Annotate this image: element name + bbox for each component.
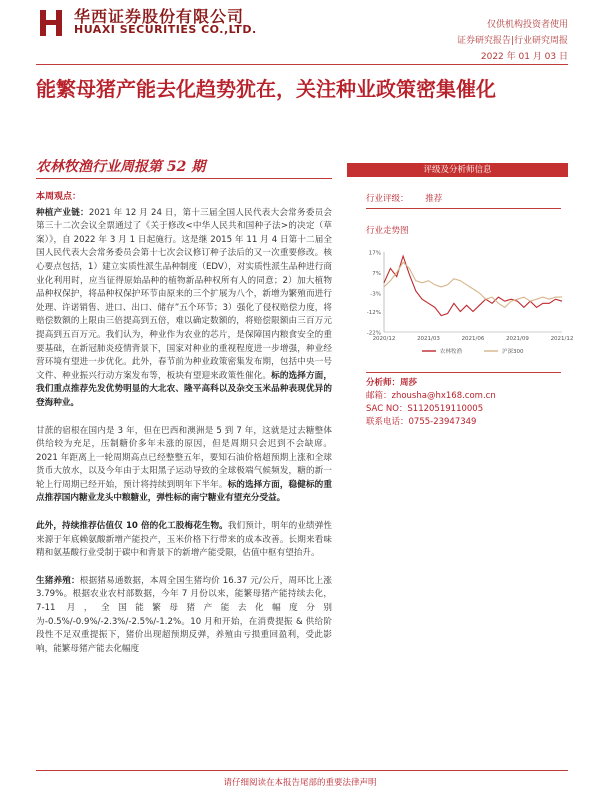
paragraph-sugar (36, 425, 332, 507)
report-category: 证券研究报告|行业研究周报 (456, 36, 568, 46)
company-logo (36, 8, 66, 38)
chart-title: 行业走势图 (366, 226, 409, 236)
chart-divider (366, 372, 561, 373)
analyst-phone: 联系电话：0755-23947349 (366, 417, 477, 427)
paragraph-text: 甘蔗的宿根在国内是 3 年，但在巴西和澳洲是 5 到 7 年，这就是过去糖整体供给较为充足，压制糖价多年未涨的原因，但是周期只会迟到不会缺席。2021 年距离上一轮周期高点已经整整五年，要知石油价格超预期上涨和全球货币大放水，以及今年由于太阳黑子运动导致的全球极端气候频发，糖的新一轮上行周期已经开始，预计将持续到明年下半年。 (36, 425, 332, 490)
y-tick-label: 17% (368, 250, 381, 257)
paragraph-highlight: 标的选择方面，我们重点推荐先发优势明显的大北农、隆平高科以及杂交玉米品种表现优异的登海种业。 (36, 370, 332, 408)
analyst-sac: SAC NO：S1120519110005 (366, 404, 484, 414)
distribution-notice: 仅供机构投资者使用 (486, 20, 568, 30)
report-title: 能繁母猪产能去化趋势犹在，关注种业政策密集催化 (36, 77, 496, 101)
company-name-cn: 华西证券股份有限公司 (74, 7, 245, 26)
rating-row (366, 192, 442, 204)
legend-label: 农林牧渔 (440, 349, 463, 355)
subtitle-divider (36, 178, 332, 179)
x-tick-label: 2021/09 (506, 336, 529, 342)
y-tick-label: -12% (366, 309, 381, 316)
analyst-block (366, 377, 496, 429)
rating-divider (366, 208, 561, 209)
legal-notice: 请仔细阅读在本报告尾部的重要法律声明 (223, 778, 377, 788)
paragraph-lead: 种植产业链： (36, 207, 89, 218)
analyst-email: 邮箱：zhousha@hx168.com.cn (366, 391, 496, 401)
paragraph-text: 根据猪易通数据，本周全国生猪均价 16.37 元/公斤，周环比上涨 3.79%。根据农业农村部数据，今年 7 月份以来，能繁母猪产能持续去化，7-11 月，全国能繁母猪产能去化幅度分别为-0.5%/-0.9%/-2.3%/-2.5%/-1.2%。10 月和开始，在消费提振 & 供给阶段性不足双重提振下，猪价出现超预期反弹，养殖由亏损重回盈利，受此影响，能繁母猪产能去化幅度 (36, 575, 332, 654)
section-heading: 本周观点： (36, 192, 82, 202)
y-tick-label: -22% (366, 330, 381, 337)
industry-trend-chart (362, 246, 574, 362)
report-date: 2022 年 01 月 03 日 (480, 52, 568, 62)
header-divider (36, 64, 568, 65)
paragraph-hog (36, 575, 332, 657)
company-name-en: HUAXI SECURITIES CO.,LTD. (74, 23, 257, 36)
rating-value: 推荐 (425, 194, 443, 204)
y-tick-label: -3% (370, 291, 381, 298)
paragraph-text: 我们预计，明年的业绩弹性来源于年底赖氨酸新增产能投产，玉米价格下行带来的成本改善。长期来看味精和氨基酸行业受制于碳中和背景下的新增产能受限，估值中枢有望抬升。 (36, 521, 332, 559)
report-subtitle: 农林牧渔行业周报第 52 期 (36, 159, 206, 175)
paragraph-chemical (36, 520, 332, 561)
report-body (36, 191, 332, 665)
paragraph-highlight: 此外，持续推荐估值仅 10 倍的化工股梅花生物。 (36, 521, 228, 532)
legend-label: 沪深300 (502, 349, 524, 355)
paragraph-text: 2021 年 12 月 24 日，第十三届全国人民代表大会常务委员会第三十二次会议全票通过了《关于修改<中华人民共和国种子法>的决定（草案）》，自 2022 年 3 月 1 日起施行。这是继 2015 年 11 月 4 日第十二届全国人民代表大会常务委员会第十七次会议修订种子法后的又一次重要修改。核心要点包括，1）建立实质性派生品种制度（EDV），对实质性派生品种进行商业化利用时，应当征得原始品种的植物新品种权所有人的同意；2）加大植物品种权保护，将品种权保护环节由原来的三个扩展为八个，新增为繁殖而进行处理、许诺销售、进口、出口、储存”五个环节；3）强化了侵权赔偿力度，将赔偿数额的上限由三倍提高到五倍，难以确定数额的，将赔偿限额由三百万元提高到五百万元。我们认为，种业作为农业的芯片，是保障国内粮食安全的重要基础，在新冠肺炎疫情背景下，国家对种业的重视程度进一步增强，种业经营环境有望进一步优化。此外，春节前为种业政策密集发布期，包括中央一号文件、种业振兴行动方案发布等，板块有望迎来政策性催化。 (36, 207, 332, 381)
footer-divider (36, 770, 568, 771)
paragraph-highlight: 标的选择方面，稳健标的重点推荐国内糖业龙头中粮糖业，弹性标的南宁糖业有望充分受益。 (36, 479, 332, 504)
rating-label: 行业评级： (366, 194, 409, 204)
x-tick-label: 2020/12 (372, 336, 396, 342)
x-tick-label: 2021/12 (550, 336, 574, 342)
panel-header: 评级及分析师信息 (347, 163, 568, 177)
x-tick-label: 2021/03 (417, 336, 440, 342)
analyst-name: 分析师：周莎 (366, 378, 418, 388)
x-tick-label: 2021/06 (461, 336, 485, 342)
paragraph-lead: 生猪养殖： (36, 575, 80, 586)
series-line-1 (384, 256, 562, 316)
paragraph-seed-industry (36, 207, 332, 411)
y-tick-label: 7% (372, 271, 381, 278)
series-line-2 (384, 262, 562, 307)
